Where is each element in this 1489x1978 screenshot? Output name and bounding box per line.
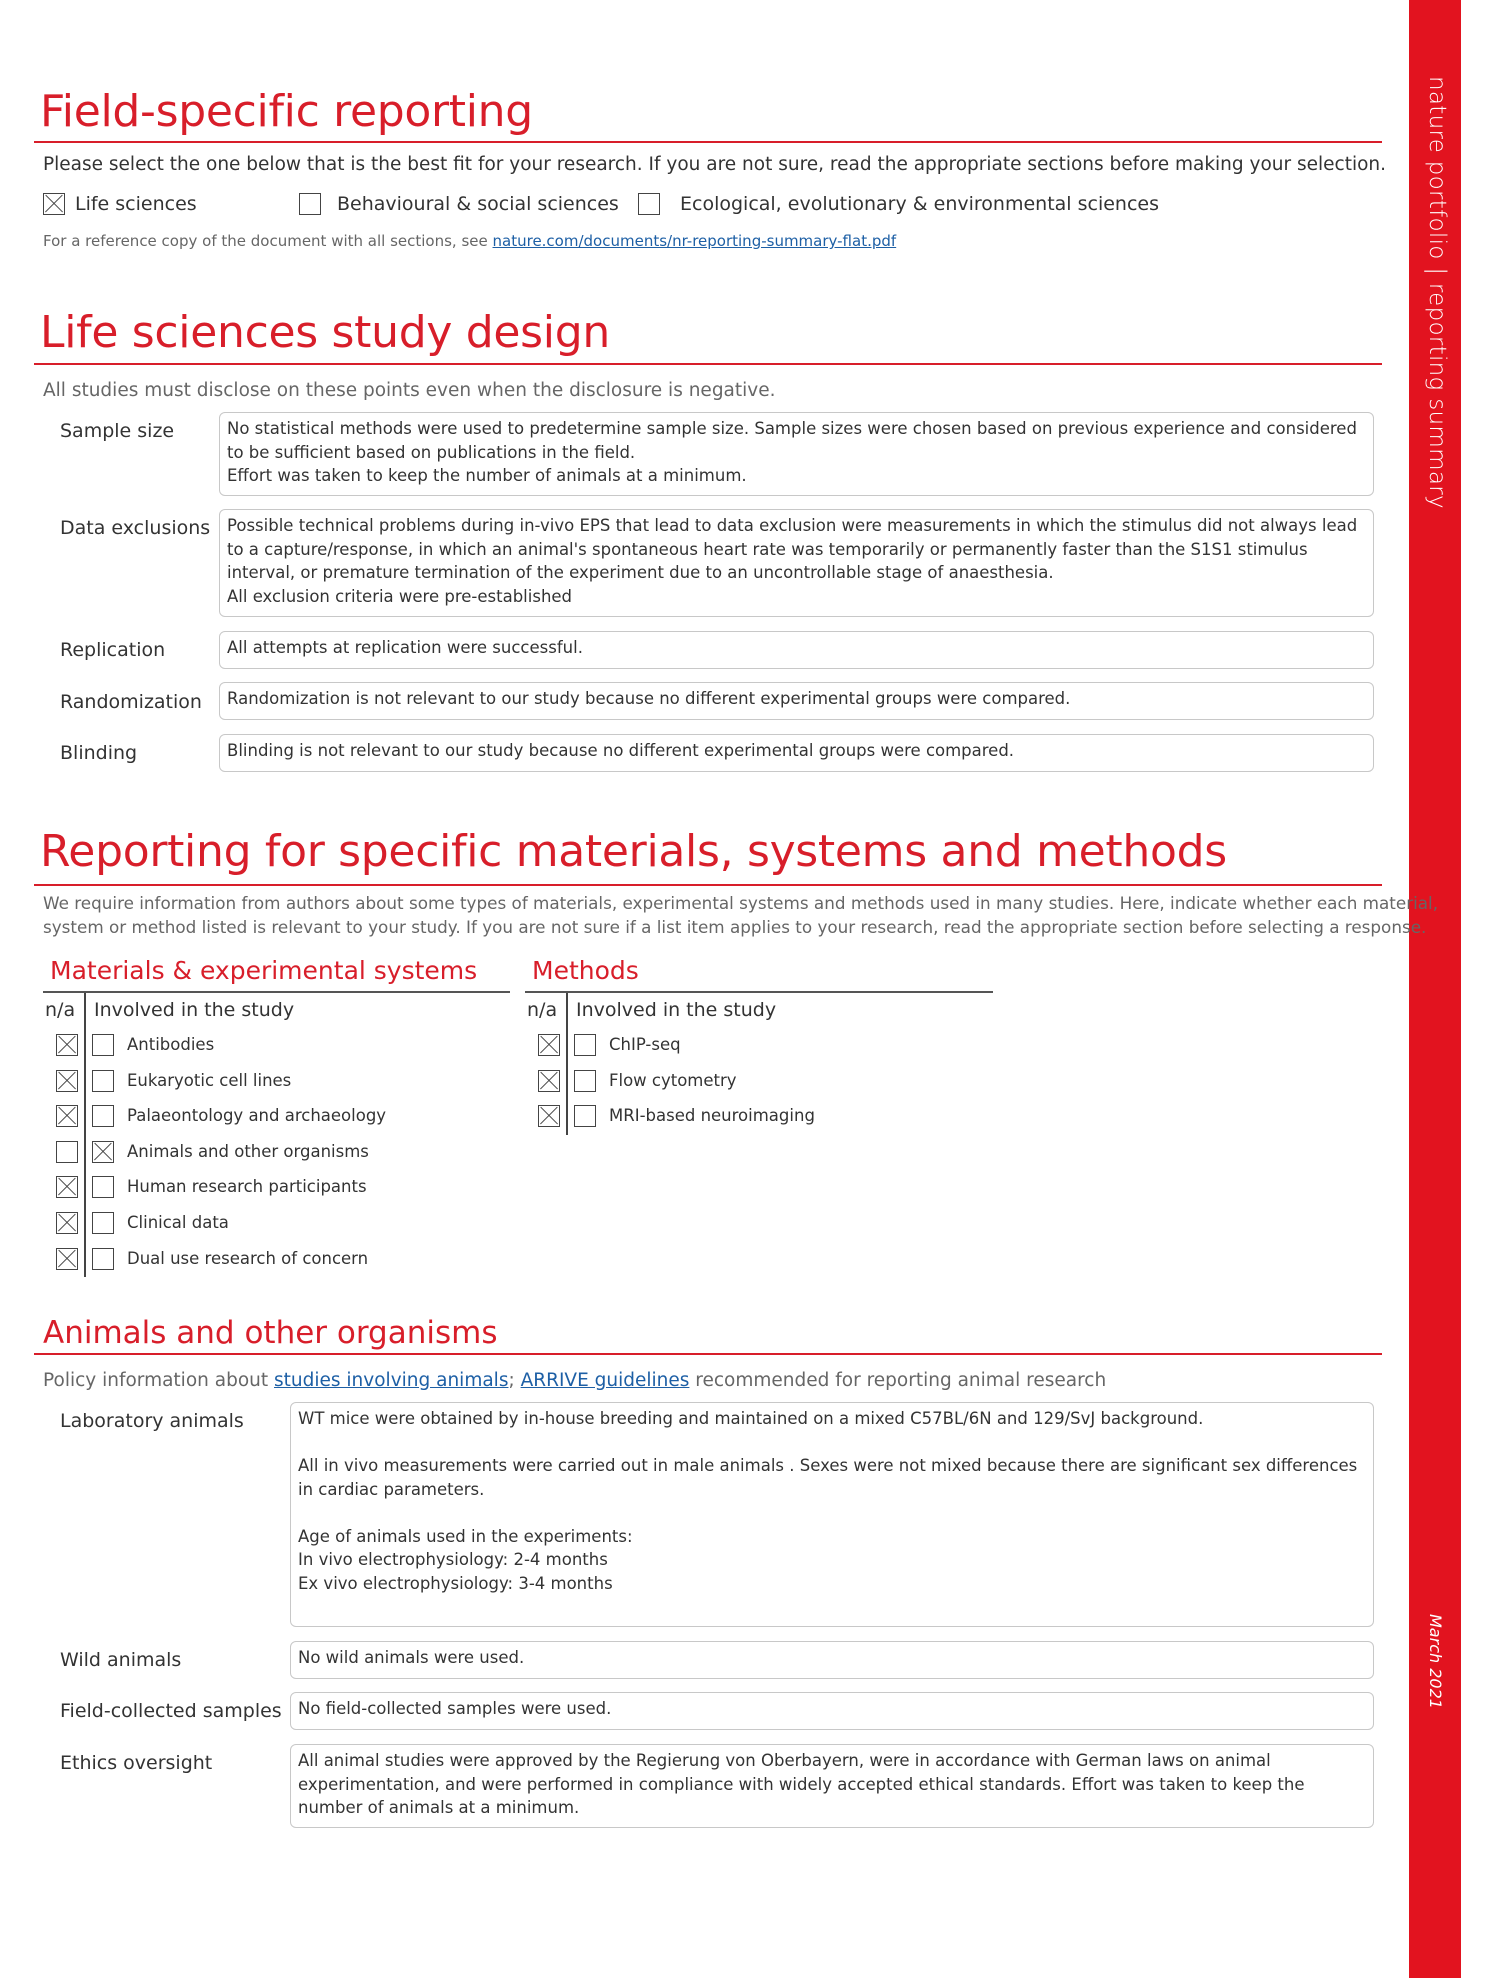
- checkbox-na[interactable]: [538, 1034, 560, 1056]
- studies-involving-animals-link[interactable]: studies involving animals: [274, 1370, 509, 1391]
- animals-policy: [43, 1370, 1106, 1391]
- date-label: March 2021: [1426, 1614, 1445, 1709]
- divider: [34, 1353, 1382, 1355]
- mes-col-divider: [84, 993, 86, 1277]
- brand-label: nature portfolio | reporting summary: [1424, 76, 1450, 509]
- animals-title: Animals and other organisms: [43, 1315, 498, 1351]
- checklist-item-label: Clinical data: [127, 1213, 229, 1232]
- materials-intro-1: We require information from authors about some types of materials, experimental systems and methods used in many studies. Here, indicate whether each material,: [43, 893, 1439, 913]
- methods-title: Methods: [532, 956, 639, 985]
- option-behavioural-social: Behavioural & social sciences: [337, 193, 619, 215]
- checkbox-life-sciences[interactable]: [43, 193, 65, 215]
- checkbox-involved[interactable]: [92, 1034, 114, 1056]
- field-collected-samples-field[interactable]: No field-collected samples were used.: [290, 1692, 1374, 1730]
- checklist-item-label: MRI-based neuroimaging: [609, 1106, 815, 1126]
- sample-size-label: Sample size: [60, 420, 175, 442]
- laboratory-animals-field[interactable]: WT mice were obtained by in-house breeding and maintained on a mixed C57BL/6N and 129/SvJ background. All in vivo measurements were carried out in male animals . Sexes were not mixed because there are significant sex differences in cardiac parameters. Age of animals used in the experiments: In vivo electrophysiology: 2-4 months Ex vivo electrophysiology: 3-4 months: [290, 1402, 1374, 1627]
- wild-animals-field[interactable]: No wild animals were used.: [290, 1641, 1374, 1679]
- checkbox-involved[interactable]: [92, 1248, 114, 1270]
- checkbox-na[interactable]: [56, 1248, 78, 1270]
- laboratory-animals-label: Laboratory animals: [60, 1410, 244, 1432]
- checklist-item-label: Flow cytometry: [609, 1070, 737, 1090]
- replication-label: Replication: [60, 639, 166, 661]
- checklist-item-label: Animals and other organisms: [127, 1141, 369, 1161]
- study-design-subtitle: All studies must disclose on these points even when the disclosure is negative.: [43, 380, 776, 401]
- study-design-title: Life sciences study design: [40, 307, 610, 358]
- checkbox-na[interactable]: [56, 1212, 78, 1234]
- replication-field[interactable]: All attempts at replication were successful.: [219, 631, 1374, 669]
- checkbox-na[interactable]: [56, 1034, 78, 1056]
- randomization-label: Randomization: [60, 691, 202, 713]
- divider: [34, 884, 1382, 886]
- ethics-oversight-field[interactable]: All animal studies were approved by the Regierung von Oberbayern, were in accordance with German laws on animal experimentation, and were performed in compliance with widely accepted ethical standards. Effort was taken to keep the number of animals at a minimum.: [290, 1744, 1374, 1828]
- checklist-item-label: Human research participants: [127, 1177, 367, 1197]
- randomization-field[interactable]: Randomization is not relevant to our study because no different experimental groups were compared.: [219, 682, 1374, 720]
- methods-col-na: n/a: [527, 999, 558, 1021]
- checkbox-involved[interactable]: [92, 1176, 114, 1198]
- arrive-guidelines-link[interactable]: ARRIVE guidelines: [520, 1370, 690, 1391]
- checkbox-involved[interactable]: [92, 1105, 114, 1127]
- checkbox-involved[interactable]: [574, 1034, 596, 1056]
- option-ecological: Ecological, evolutionary & environmental sciences: [680, 193, 1159, 215]
- divider: [34, 363, 1382, 365]
- option-life-sciences: Life sciences: [75, 193, 197, 215]
- policy-suffix: recommended for reporting animal research: [689, 1370, 1107, 1391]
- ethics-oversight-label: Ethics oversight: [60, 1752, 213, 1774]
- checklist-item-label: Antibodies: [127, 1035, 215, 1054]
- sample-size-field[interactable]: No statistical methods were used to predetermine sample size. Sample sizes were chosen based on previous experience and considered to be sufficient based on publications in the field. Effort was taken to keep the number of animals at a minimum.: [219, 412, 1374, 496]
- divider: [34, 141, 1382, 143]
- checkbox-na[interactable]: [56, 1070, 78, 1092]
- checklist-item-label: Palaeontology and archaeology: [127, 1106, 387, 1126]
- field-instruction: Please select the one below that is the best fit for your research. If you are not sure, read the appropriate sections before making your selection.: [43, 154, 1387, 175]
- checklist-item-label: Eukaryotic cell lines: [127, 1070, 292, 1090]
- mes-col-involved: Involved in the study: [94, 999, 295, 1021]
- policy-prefix: Policy information about: [43, 1370, 275, 1391]
- methods-col-involved: Involved in the study: [576, 999, 777, 1021]
- data-exclusions-field[interactable]: Possible technical problems during in-vivo EPS that lead to data exclusion were measurements in which the stimulus did not always lead to a capture/response, in which an animal's spontaneous heart rate was temporarily or permanently faster than the S1S1 stimulus interval, or premature termination of the experiment due to an uncontrollable stage of anaesthesia. All exclusion criteria were pre-established: [219, 509, 1374, 617]
- checkbox-involved[interactable]: [92, 1212, 114, 1234]
- data-exclusions-label: Data exclusions: [60, 517, 211, 539]
- field-collected-samples-label: Field-collected samples: [60, 1700, 282, 1722]
- reference-link[interactable]: nature.com/documents/nr-reporting-summary-flat.pdf: [492, 232, 897, 250]
- policy-separator: ;: [508, 1370, 521, 1391]
- checkbox-na[interactable]: [56, 1105, 78, 1127]
- methods-col-divider: [566, 993, 568, 1135]
- methods-divider: [525, 991, 993, 993]
- mes-col-na: n/a: [45, 999, 76, 1021]
- materials-title: Reporting for specific materials, systems and methods: [40, 826, 1227, 877]
- checklist-item-label: Dual use research of concern: [127, 1248, 369, 1268]
- field-specific-title: Field-specific reporting: [40, 86, 533, 137]
- checkbox-na[interactable]: [56, 1176, 78, 1198]
- blinding-label: Blinding: [60, 742, 138, 764]
- page-number: 2: [6, 0, 20, 25]
- checkbox-na[interactable]: [56, 1141, 78, 1163]
- checkbox-involved[interactable]: [92, 1141, 114, 1163]
- reference-note: [43, 232, 896, 250]
- mes-divider: [43, 991, 510, 993]
- blinding-field[interactable]: Blinding is not relevant to our study because no different experimental groups were compared.: [219, 734, 1374, 772]
- checkbox-na[interactable]: [538, 1070, 560, 1092]
- checkbox-involved[interactable]: [574, 1070, 596, 1092]
- materials-intro-2: system or method listed is relevant to your study. If you are not sure if a list item applies to your research, read the appropriate section before selecting a response.: [43, 917, 1427, 937]
- checklist-item-label: ChIP-seq: [609, 1035, 681, 1054]
- mes-title: Materials & experimental systems: [50, 956, 478, 985]
- checkbox-na[interactable]: [538, 1105, 560, 1127]
- checkbox-ecological[interactable]: [638, 193, 660, 215]
- wild-animals-label: Wild animals: [60, 1649, 182, 1671]
- checkbox-involved[interactable]: [574, 1105, 596, 1127]
- checkbox-behavioural-social[interactable]: [299, 193, 321, 215]
- checkbox-involved[interactable]: [92, 1070, 114, 1092]
- reference-prefix: For a reference copy of the document with all sections, see: [43, 232, 493, 250]
